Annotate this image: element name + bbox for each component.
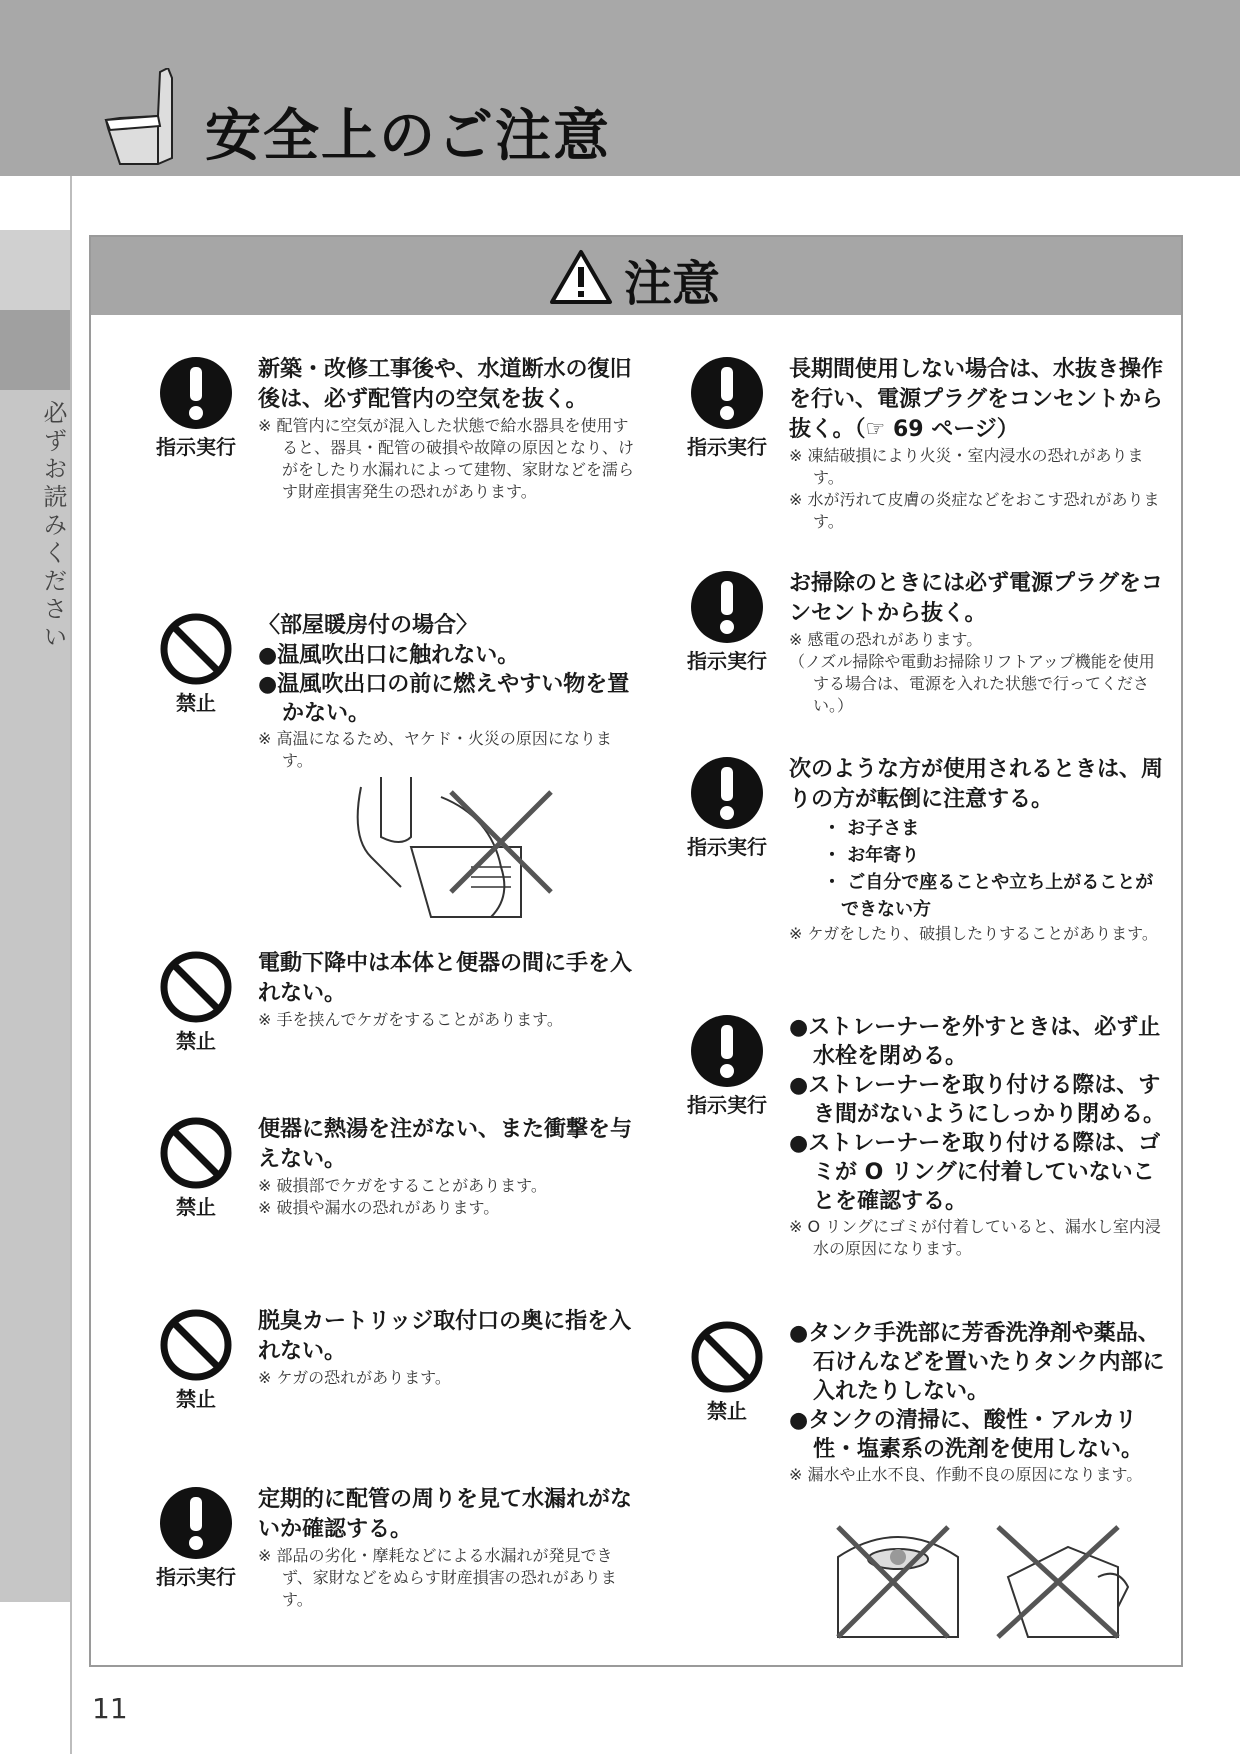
side-tab-active bbox=[0, 310, 70, 390]
caution-heading: 注意 bbox=[624, 256, 721, 312]
page-title: 安全上のご注意 bbox=[205, 104, 611, 169]
heater-outlet-illustration bbox=[341, 777, 601, 927]
prohibited-icon bbox=[141, 949, 251, 1054]
bullet-instruction: ●温風吹出口に触れない。 bbox=[258, 643, 520, 668]
item-text bbox=[789, 355, 1169, 533]
list-item: ・ お年寄り bbox=[823, 845, 920, 866]
icon-caption: 指示実行 bbox=[156, 435, 236, 459]
item-text bbox=[258, 949, 638, 1031]
side-tab-label: 必ずお読みください bbox=[39, 400, 67, 652]
item-text bbox=[789, 1319, 1169, 1486]
icon-caption: 禁止 bbox=[176, 1029, 216, 1053]
item-heading: 電動下降中は本体と便器の間に手を入れない。 bbox=[258, 951, 633, 1006]
item-text bbox=[258, 1485, 638, 1611]
item-note: ※ 手を挟んでケガをすることがあります。 bbox=[258, 1010, 563, 1029]
item-note: ※ ケガの恐れがあります。 bbox=[258, 1368, 451, 1387]
prohibited-icon bbox=[141, 611, 251, 716]
item-text bbox=[258, 355, 638, 503]
toilet-icon bbox=[100, 68, 180, 168]
item-heading: 脱臭カートリッジ取付口の奥に指を入れない。 bbox=[258, 1309, 632, 1364]
item-note: ※ 破損部でケガをすることがあります。 bbox=[258, 1176, 547, 1195]
item-text bbox=[258, 1115, 638, 1219]
bullet-instruction: ●ストレーナーを取り付ける際は、すき間がないようにしっかり閉める。 bbox=[789, 1073, 1166, 1127]
mandatory-action-icon bbox=[672, 1013, 782, 1118]
icon-caption: 禁止 bbox=[176, 1387, 216, 1411]
item-note: ※ ケガをしたり、破損したりすることがあります。 bbox=[789, 924, 1158, 943]
caution-panel bbox=[89, 235, 1183, 1667]
item-text bbox=[789, 755, 1169, 945]
item-heading: 新築・改修工事後や、水道断水の復旧後は、必ず配管内の空気を抜く。 bbox=[258, 357, 632, 412]
item-note: ※ 破損や漏水の恐れがあります。 bbox=[258, 1198, 500, 1217]
prohibited-icon bbox=[141, 1115, 251, 1220]
item-text bbox=[789, 569, 1169, 717]
bullet-instruction: ●タンクの清掃に、酸性・アルカリ性・塩素系の洗剤を使用しない。 bbox=[789, 1408, 1144, 1462]
icon-caption: 指示実行 bbox=[687, 435, 767, 459]
item-heading: 長期間使用しない場合は、水抜き操作を行い、電源プラグをコンセントから抜く。（☞ 69 ページ） bbox=[789, 357, 1164, 442]
caution-heading-bar bbox=[91, 237, 1181, 315]
tank-illustration bbox=[818, 1517, 1148, 1647]
icon-caption: 指示実行 bbox=[156, 1565, 236, 1589]
icon-caption: 指示実行 bbox=[687, 835, 767, 859]
item-heading: お掃除のときには必ず電源プラグをコンセントから抜く。 bbox=[789, 571, 1164, 626]
warning-triangle-icon bbox=[549, 249, 613, 305]
item-note: ※ 凍結破損により火災・室内浸水の恐れがあります。 bbox=[789, 446, 1144, 487]
icon-caption: 指示実行 bbox=[687, 649, 767, 673]
item-heading: 便器に熱湯を注がない、また衝撃を与えない。 bbox=[258, 1117, 633, 1172]
item-heading: 〈部屋暖房付の場合〉 bbox=[258, 613, 479, 638]
icon-caption: 禁止 bbox=[176, 1195, 216, 1219]
mandatory-action-icon bbox=[672, 755, 782, 860]
prohibited-icon bbox=[672, 1319, 782, 1424]
list-item: ・ ご自分で座ることや立ち上がることができない方 bbox=[823, 872, 1154, 920]
icon-caption: 禁止 bbox=[176, 691, 216, 715]
page-number: 11 bbox=[92, 1692, 128, 1725]
item-text bbox=[789, 1013, 1169, 1260]
prohibited-icon bbox=[141, 1307, 251, 1412]
item-note: ※ 配管内に空気が混入した状態で給水器具を使用すると、器具・配管の破損や故障の原因となり、けがをしたり水漏れによって建物、家財などを濡らす財産損害発生の恐れがあります。 bbox=[258, 416, 635, 501]
mandatory-action-icon bbox=[141, 1485, 251, 1590]
side-tab-top bbox=[0, 230, 70, 310]
bullet-instruction: ●温風吹出口の前に燃えやすい物を置かない。 bbox=[258, 672, 630, 726]
mandatory-action-icon bbox=[141, 355, 251, 460]
mandatory-action-icon bbox=[672, 355, 782, 460]
item-heading: 定期的に配管の周りを見て水漏れがないか確認する。 bbox=[258, 1487, 633, 1542]
item-heading: 次のような方が使用されるときは、周りの方が転倒に注意する。 bbox=[789, 757, 1164, 812]
list-item: ・ お子さま bbox=[823, 818, 920, 839]
item-note: ※ 高温になるため、ヤケド・火災の原因になります。 bbox=[258, 729, 612, 770]
item-note: ※ 漏水や止水不良、作動不良の原因になります。 bbox=[789, 1465, 1143, 1484]
icon-caption: 指示実行 bbox=[687, 1093, 767, 1117]
page-header bbox=[0, 0, 1240, 176]
icon-caption: 禁止 bbox=[707, 1399, 747, 1423]
item-text bbox=[258, 1307, 638, 1389]
item-text bbox=[258, 611, 638, 772]
item-note: ※ 部品の劣化・摩耗などによる水漏れが発見できず、家財などをぬらす財産損害の恐れがあります。 bbox=[258, 1546, 617, 1609]
item-note: ※ O リングにゴミが付着していると、漏水し室内浸水の原因になります。 bbox=[789, 1217, 1161, 1258]
item-note: ※ 水が汚れて皮膚の炎症などをおこす恐れがあります。 bbox=[789, 490, 1160, 531]
bullet-instruction: ●タンク手洗部に芳香洗浄剤や薬品、石けんなどを置いたりタンク内部に入れたりしない。 bbox=[789, 1321, 1165, 1404]
item-note: （ノズル掃除や電動お掃除リフトアップ機能を使用する場合は、電源を入れた状態で行ってください。） bbox=[789, 652, 1155, 715]
bullet-instruction: ●ストレーナーを外すときは、必ず止水栓を閉める。 bbox=[789, 1015, 1161, 1069]
bullet-instruction: ●ストレーナーを取り付ける際は、ゴミが O リングに付着していないことを確認する。 bbox=[789, 1131, 1161, 1214]
item-note: ※ 感電の恐れがあります。 bbox=[789, 630, 983, 649]
mandatory-action-icon bbox=[672, 569, 782, 674]
